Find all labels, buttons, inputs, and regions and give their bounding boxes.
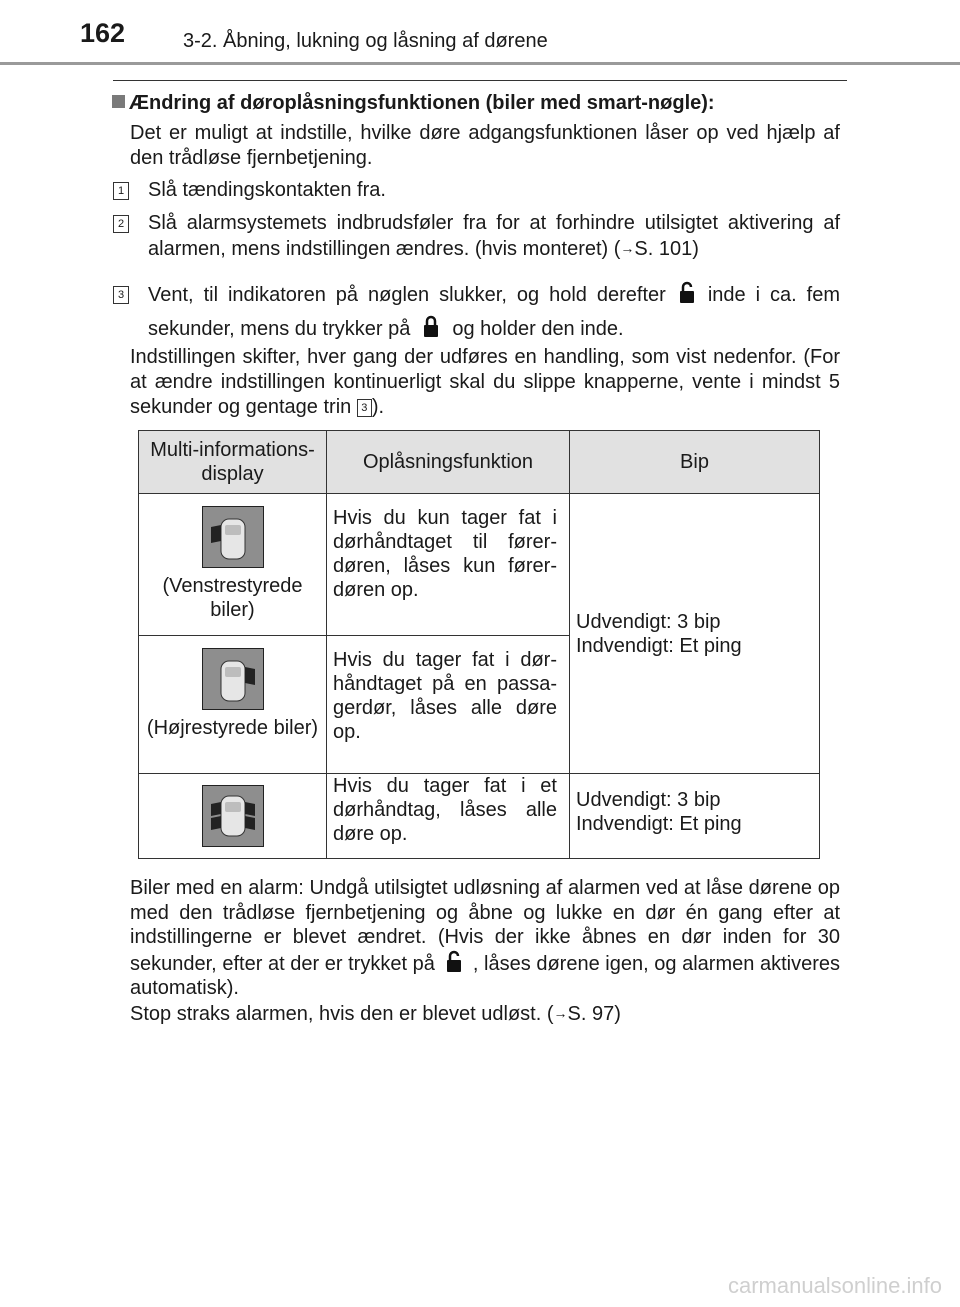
function-cell bbox=[327, 494, 570, 636]
arrow-icon: → bbox=[620, 240, 635, 256]
beep-inside: Indvendigt: Et ping bbox=[576, 634, 742, 657]
step-reference: 3 bbox=[357, 399, 372, 417]
display-label: (Venstrestyrede biler) bbox=[162, 575, 303, 621]
beep-inside: Indvendigt: Et ping bbox=[576, 813, 742, 835]
car-all-doors-icon bbox=[202, 785, 264, 847]
arrow-icon: → bbox=[553, 1004, 568, 1021]
table-row bbox=[139, 494, 820, 636]
after-steps-tail: ). bbox=[371, 396, 385, 418]
alarm-note-text-a: Biler med en alarm: Undgå utilsigtet udløsning af alarmen ved at låse dørene op med den trådløse fjernbetjening og åbne og lukke en dør én gang efter at indstillingerne er blevet ændret. (Hvis der ikke åbnes en dør inden for 30 sekunder, efter at der er trykket på bbox=[130, 877, 840, 975]
alarm-note-tail: ) bbox=[614, 1002, 621, 1025]
page-reference-link[interactable]: S. 97 bbox=[567, 1002, 615, 1025]
alarm-note bbox=[130, 876, 840, 1026]
unlock-icon bbox=[445, 950, 463, 974]
step-2 bbox=[113, 211, 840, 262]
table-header-row bbox=[139, 431, 820, 494]
lock-icon bbox=[422, 315, 440, 339]
bullet-square-icon bbox=[112, 95, 125, 108]
car-right-door-icon bbox=[202, 648, 264, 710]
step-text bbox=[148, 211, 840, 262]
step-3-text-c: og holder den inde. bbox=[452, 318, 624, 340]
unlock-function-table bbox=[138, 430, 820, 859]
display-cell bbox=[139, 774, 327, 859]
function-cell bbox=[327, 774, 570, 859]
page-number: 162 bbox=[80, 18, 126, 48]
alarm-note-stop-text: Stop straks alarmen, hvis den er blevet udløst. ( bbox=[130, 1002, 554, 1025]
table-row bbox=[139, 774, 820, 859]
display-cell bbox=[139, 636, 327, 774]
section-heading bbox=[112, 92, 715, 115]
step-3 bbox=[113, 278, 840, 346]
after-steps-text: Indstillingen skifter, hver gang der udføres en handling, som vist nedenfor. (For at ændre indstillingen kontinuerligt skal du slippe knapperne, vente i mindst 5 sekunder og gentage trin bbox=[130, 346, 840, 418]
function-text: Hvis du tager fat i dør-håndtaget på en passa-gerdør, låses alle døre op. bbox=[333, 649, 557, 743]
column-header: Multi-informations-display bbox=[139, 431, 327, 494]
step-text bbox=[148, 278, 840, 346]
function-text: Hvis du tager fat i et dørhåndtag, låses alle døre op. bbox=[333, 775, 557, 845]
step-3-text-b: inde i ca. fem sekunder, mens du trykker på bbox=[148, 284, 840, 340]
step-number: 1 bbox=[113, 182, 129, 200]
step-text: Slå tændingskontakten fra. bbox=[148, 179, 386, 201]
beep-outside: Udvendigt: 3 bip bbox=[576, 610, 721, 633]
step-number: 3 bbox=[113, 286, 129, 304]
beep-cell bbox=[570, 494, 820, 774]
page-header bbox=[0, 0, 960, 62]
step-2-text: Slå alarmsystemets indbrudsføler fra for at forhindre utilsigtet aktivering af alarmen, mens indstillingen ændres. (hvis monteret) ( bbox=[148, 212, 840, 260]
step-1 bbox=[113, 178, 840, 203]
display-label: (Højrestyrede biler) bbox=[146, 717, 319, 739]
section-heading-text: Ændring af døroplåsningsfunktionen (biler med smart-nøgle): bbox=[129, 92, 715, 114]
watermark: carmanualsonline.info bbox=[727, 1273, 942, 1298]
step-number: 2 bbox=[113, 215, 129, 233]
step-3-text-a: Vent, til indikatoren på nøglen slukker, og hold derefter bbox=[148, 284, 666, 306]
column-header: Oplåsningsfunktion bbox=[327, 431, 570, 494]
beep-cell bbox=[570, 774, 820, 859]
chapter-title: 3-2. Åbning, lukning og låsning af dørene bbox=[183, 30, 548, 52]
intro-paragraph: Det er muligt at indstille, hvilke døre adgangsfunktionen låser op ved hjælp af den trådløse fjernbetjening. bbox=[130, 122, 840, 169]
unlock-icon bbox=[678, 281, 696, 305]
header-divider bbox=[0, 62, 960, 65]
beep-text bbox=[570, 610, 819, 658]
alarm-note-text-b: , låses dørene igen, og alarmen aktiveres automatisk). bbox=[130, 952, 840, 999]
display-cell bbox=[139, 494, 327, 636]
beep-text bbox=[570, 774, 819, 836]
column-header: Bip bbox=[570, 431, 820, 494]
function-cell bbox=[327, 636, 570, 774]
car-left-door-icon bbox=[202, 506, 264, 568]
page-reference-link[interactable]: S. 101 bbox=[634, 238, 693, 260]
function-text: Hvis du kun tager fat i dørhåndtaget til fører-døren, låses kun fører-døren op. bbox=[333, 507, 557, 601]
section-divider bbox=[113, 80, 847, 81]
after-steps-paragraph bbox=[130, 345, 840, 420]
beep-outside: Udvendigt: 3 bip bbox=[576, 789, 721, 811]
step-2-tail: ) bbox=[692, 238, 699, 260]
